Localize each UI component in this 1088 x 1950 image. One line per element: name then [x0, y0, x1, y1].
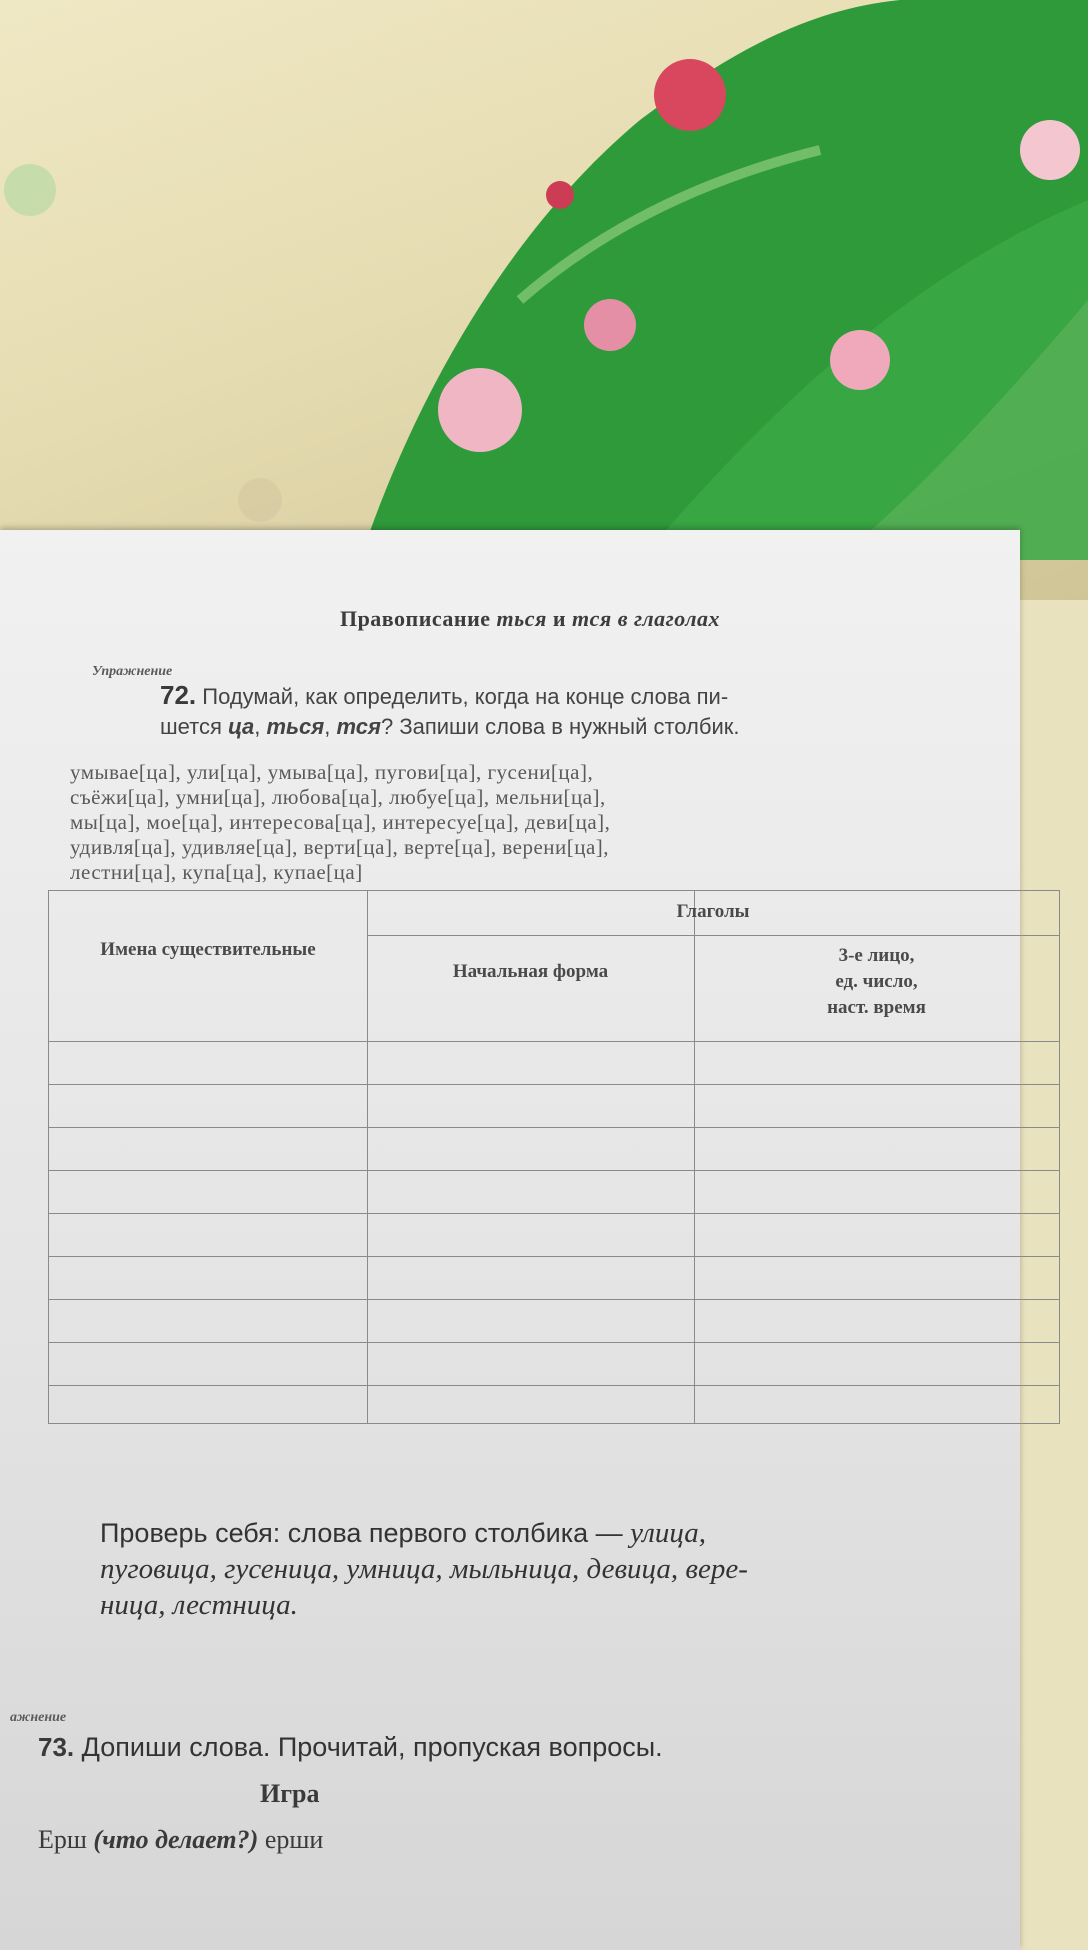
exercise-73	[10, 1710, 1010, 1855]
fabric-pattern	[0, 0, 1088, 600]
ending-tsya-soft: ться	[266, 714, 325, 739]
exercise-73-number: 73.	[38, 1732, 75, 1762]
table-row-line	[49, 1256, 1059, 1257]
answer-table	[48, 890, 1060, 1424]
ending-ca: ца	[228, 714, 255, 739]
check-answer: пуговица, гусеница, умница, мыльница, девица, вере-	[100, 1553, 748, 1585]
table-row-line	[49, 1299, 1059, 1300]
header-verbs: Глаголы	[676, 901, 750, 922]
heading-term-1: ться	[496, 606, 547, 631]
table-row-line	[49, 1127, 1059, 1128]
header-third-person-line: 3-е лицо,	[838, 945, 915, 966]
word-list-line: умывае[ца], ули[ца], умыва[ца], пугови[ца], гусени[ца],	[70, 760, 594, 784]
word-list-line: лестни[ца], купа[ца], купае[ца]	[70, 860, 363, 884]
ending-tsya: тся	[336, 714, 381, 739]
word-list-line: удивля[ца], удивляе[ца], верти[ца], верте[ца], верени[ца],	[70, 835, 610, 859]
header-nouns: Имена существительные	[100, 939, 316, 960]
exercise-73-text: Допиши слова. Прочитай, пропуская вопросы.	[81, 1732, 663, 1762]
word-list-line: мы[ца], мое[ца], интересова[ца], интересуе[ца], деви[ца],	[70, 810, 611, 834]
heading-suffix: в глаголах	[617, 606, 721, 631]
game-title: Игра	[260, 1779, 320, 1808]
header-third-person	[694, 943, 1059, 1021]
exercise-72-number: 72.	[160, 680, 197, 710]
exercise-72-task: 72. Подумай, как определить, когда на конце слова пи- шется ца, ться, тся? Запиши слова в нужный столбик.	[160, 680, 740, 739]
exercise-72-label: Упражнение	[92, 664, 173, 679]
heading-term-2: тся	[572, 606, 612, 631]
task-line-1: Подумай, как определить, когда на конце слова пи-	[202, 684, 729, 709]
word-list	[70, 760, 1020, 885]
game-question: (что делает?)	[93, 1825, 259, 1854]
header-initial-form: Начальная форма	[452, 961, 609, 982]
check-yourself	[100, 1515, 1060, 1623]
table-row-line	[49, 1170, 1059, 1171]
table-row-line	[49, 1342, 1059, 1343]
check-answer: ница, лестница.	[100, 1589, 298, 1621]
table-row-line	[49, 1041, 1059, 1042]
table-row-line	[49, 1084, 1059, 1085]
task-line-2-end: ? Запиши слова в нужный столбик.	[380, 714, 740, 739]
table-header-divider	[367, 935, 1059, 936]
word-list-line: съёжи[ца], умни[ца], любова[ца], любуе[ца], мельни[ца],	[70, 785, 606, 809]
table-row-line	[49, 1213, 1059, 1214]
game-word: Ерш	[38, 1825, 87, 1854]
game-answer: ерши	[264, 1825, 324, 1854]
header-third-person-line: наст. время	[827, 997, 926, 1018]
exercise-73-label: ажнение	[10, 1710, 67, 1725]
task-line-2-start: шется	[160, 714, 222, 739]
heading-conjunction: и	[552, 606, 566, 631]
check-answer: улица,	[630, 1517, 706, 1549]
heading-prefix: Правописание	[339, 606, 491, 631]
workbook-page	[0, 530, 1020, 1950]
check-lead: Проверь себя: слова первого столбика —	[100, 1518, 623, 1548]
table-row-line	[49, 1385, 1059, 1386]
page-heading	[170, 606, 890, 632]
game-first-line	[10, 1825, 1010, 1855]
header-third-person-line: ед. число,	[835, 971, 918, 992]
